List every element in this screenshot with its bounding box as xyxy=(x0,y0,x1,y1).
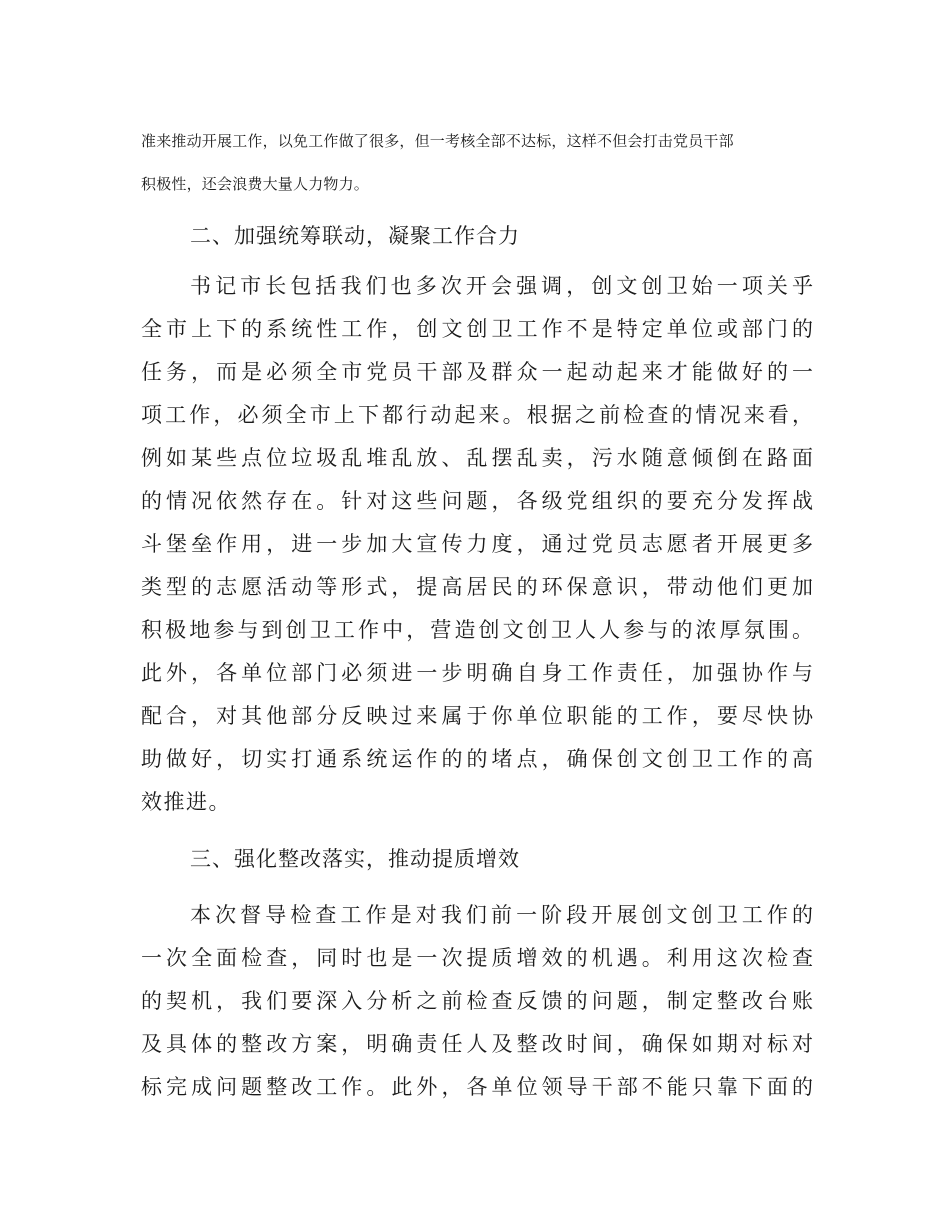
section-2-line: 斗堡垒作用，进一步加大宣传力度，通过党员志愿者开展更多 xyxy=(141,532,813,556)
section-3-line: 一次全面检查，同时也是一次提质增效的机遇。利用这次检查 xyxy=(141,946,813,970)
section-2-line: 此外，各单位部门必须进一步明确自身工作责任，加强协作与 xyxy=(141,661,813,685)
section-2-line: 配合，对其他部分反映过来属于你单位职能的工作，要尽快协 xyxy=(141,704,813,728)
section-2-line: 积极地参与到创卫工作中，营造创文创卫人人参与的浓厚氛围。 xyxy=(141,618,813,642)
section-3-line: 及具体的整改方案，明确责任人及整改时间，确保如期对标对 xyxy=(141,1032,813,1056)
section-2-line: 例如某些点位垃圾乱堆乱放、乱摆乱卖，污水随意倾倒在路面 xyxy=(141,446,813,470)
intro-line-2: 积极性，还会浪费大量人力物力。 xyxy=(141,175,370,193)
intro-line-1: 准来推动开展工作，以免工作做了很多，但一考核全部不达标，这样不但会打击党员干部 xyxy=(141,132,734,150)
section-2-line: 全市上下的系统性工作，创文创卫工作不是特定单位或部门的 xyxy=(141,317,813,341)
section-2-line: 项工作，必须全市上下都行动起来。根据之前检查的情况来看， xyxy=(141,403,813,427)
section-3-line: 的契机，我们要深入分析之前检查反馈的问题，制定整改台账 xyxy=(141,989,813,1013)
section-2-line: 类型的志愿活动等形式，提高居民的环保意识，带动他们更加 xyxy=(141,575,813,599)
section-2-line: 书记市长包括我们也多次开会强调，创文创卫始一项关乎 xyxy=(190,274,813,298)
section-2-line: 任务，而是必须全市党员干部及群众一起动起来才能做好的一 xyxy=(141,360,813,384)
section-2-heading: 二、加强统筹联动，凝聚工作合力 xyxy=(190,224,520,248)
section-3-heading: 三、强化整改落实，推动提质增效 xyxy=(190,847,520,871)
section-2-line: 助做好，切实打通系统运作的的堵点，确保创文创卫工作的高 xyxy=(141,747,813,771)
section-2-line: 的情况依然存在。针对这些问题，各级党组织的要充分发挥战 xyxy=(141,489,813,513)
section-3-line: 标完成问题整改工作。此外，各单位领导干部不能只靠下面的 xyxy=(141,1075,813,1099)
section-3-line: 本次督导检查工作是对我们前一阶段开展创文创卫工作的 xyxy=(190,903,813,927)
section-2-line: 效推进。 xyxy=(141,790,231,814)
